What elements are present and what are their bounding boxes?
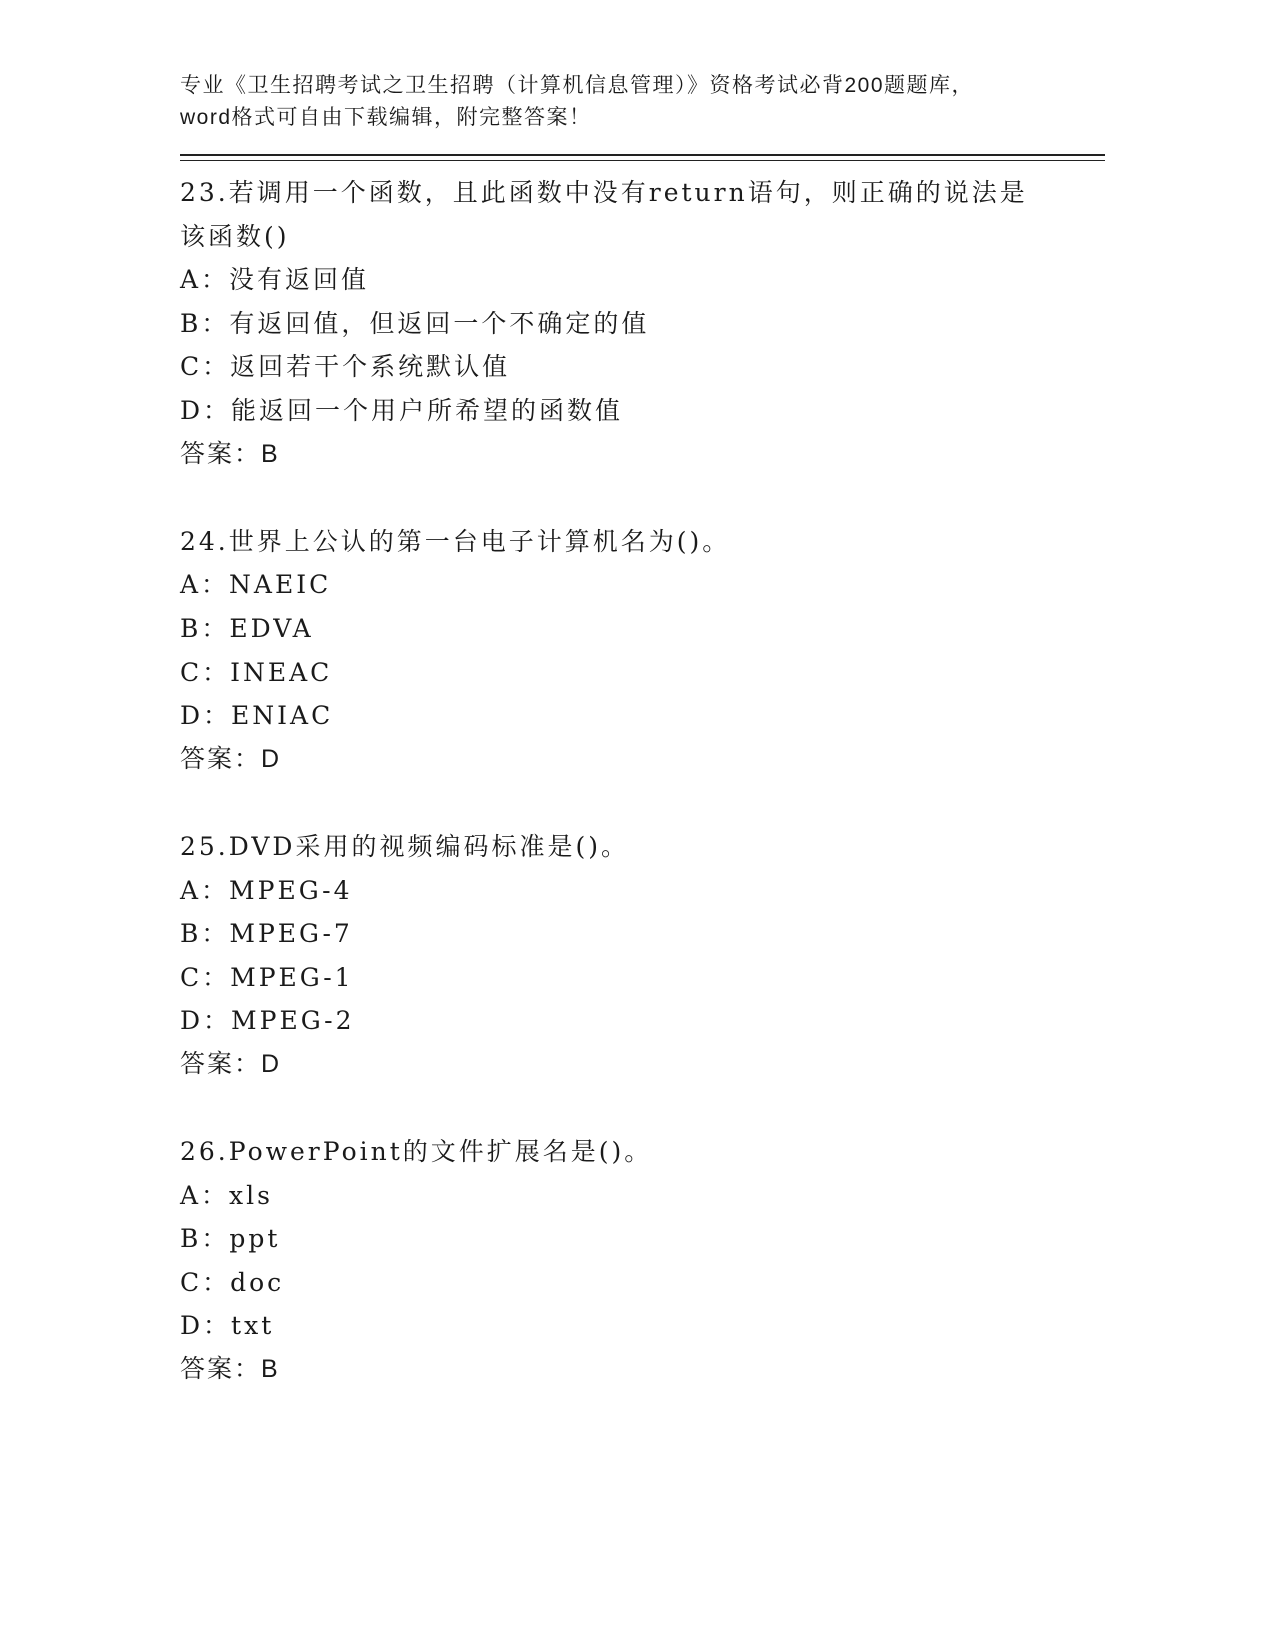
question-stem-continued: 该函数() xyxy=(180,221,290,251)
question-spacer xyxy=(180,1086,1105,1130)
option-c: C：INEAC xyxy=(180,657,333,687)
option-a: A：没有返回值 xyxy=(180,265,370,295)
answer: 答案：B xyxy=(180,1355,280,1384)
question-stem: 25.DVD采用的视频编码标准是()。 xyxy=(180,831,629,861)
option-d: D：MPEG-2 xyxy=(180,1006,355,1036)
option-c: C：返回若干个系统默认值 xyxy=(180,352,511,382)
document-header xyxy=(180,70,1105,134)
option-c: C：MPEG-1 xyxy=(180,962,354,992)
question-spacer xyxy=(180,476,1105,520)
option-a: A：xls xyxy=(180,1180,273,1210)
option-d: D：ENIAC xyxy=(180,701,334,731)
question-list xyxy=(180,171,1105,1392)
option-a: A：NAEIC xyxy=(180,570,332,600)
question-26 xyxy=(180,1130,1105,1392)
question-stem: 26.PowerPoint的文件扩展名是()。 xyxy=(180,1137,653,1167)
header-line-1: 专业《卫生招聘考试之卫生招聘（计算机信息管理）》资格考试必背200题题库， xyxy=(180,74,975,97)
question-spacer xyxy=(180,781,1105,825)
question-stem: 24.世界上公认的第一台电子计算机名为()。 xyxy=(180,526,731,556)
option-c: C：doc xyxy=(180,1267,285,1297)
question-24 xyxy=(180,520,1105,825)
document-page xyxy=(180,70,1105,1392)
option-d: D：txt xyxy=(180,1311,275,1341)
answer: 答案：D xyxy=(180,1049,282,1078)
header-divider xyxy=(180,154,1105,161)
answer: 答案：D xyxy=(180,744,282,773)
question-stem: 23.若调用一个函数，且此函数中没有return语句，则正确的说法是 xyxy=(180,178,1028,207)
question-25 xyxy=(180,825,1105,1130)
answer: 答案：B xyxy=(180,439,280,468)
option-b: B：EDVA xyxy=(180,613,314,643)
option-b: B：MPEG-7 xyxy=(180,919,353,949)
option-b: B：有返回值，但返回一个不确定的值 xyxy=(180,308,650,338)
option-a: A：MPEG-4 xyxy=(180,875,353,905)
question-23 xyxy=(180,171,1105,520)
option-b: B：ppt xyxy=(180,1224,281,1254)
header-line-2: word格式可自由下载编辑，附完整答案！ xyxy=(180,106,592,129)
option-d: D：能返回一个用户所希望的函数值 xyxy=(180,395,624,425)
